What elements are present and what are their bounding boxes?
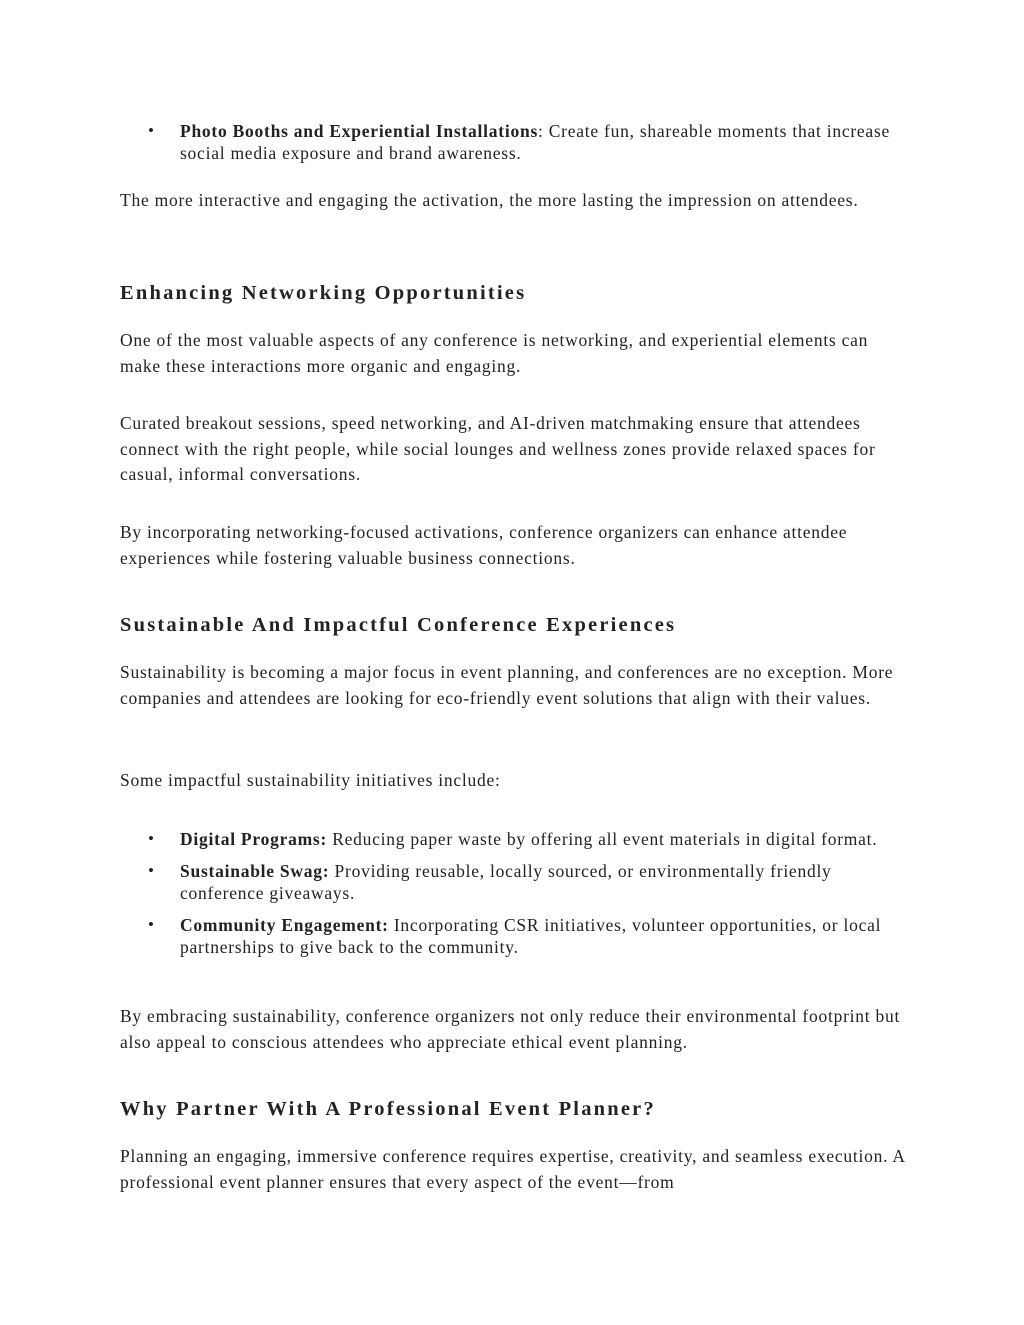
activation-paragraph-wrap (120, 188, 910, 214)
networking-p1-wrap (120, 328, 910, 379)
bullet-icon: • (148, 121, 155, 140)
list-item (120, 914, 910, 958)
networking-paragraph-1: One of the most valuable aspects of any conference is networking, and experiential elements can make these interactions more organic and engaging. (120, 330, 869, 376)
list-item (120, 860, 910, 904)
list-item-term: Community Engagement: (180, 915, 389, 935)
sustainable-paragraph-2: Some impactful sustainability initiatives include: (120, 770, 501, 790)
sustainable-heading-wrap (120, 612, 910, 638)
activation-paragraph: The more interactive and engaging the activation, the more lasting the impression on attendees. (120, 190, 859, 210)
list-item-term: Photo Booths and Experiential Installations (180, 121, 538, 141)
networking-heading-wrap (120, 280, 910, 306)
networking-heading: Enhancing Networking Opportunities (120, 282, 527, 304)
partner-heading-wrap (120, 1096, 910, 1122)
bullet-icon: • (148, 861, 155, 880)
sustainable-paragraph-1: Sustainability is becoming a major focus in event planning, and conferences are no exception. More companies and attendees are looking for eco-friendly event solutions that align with their values. (120, 662, 894, 708)
sustainable-p1-wrap (120, 660, 910, 711)
list-item-text: : Create fun, shareable moments that increase social media exposure and brand awareness. (180, 121, 891, 163)
sustainable-heading: Sustainable And Impactful Conference Experiences (120, 614, 677, 636)
partner-heading: Why Partner With A Professional Event Planner? (120, 1098, 656, 1120)
networking-p2-wrap (120, 411, 910, 488)
list-item (120, 828, 910, 850)
list-item-text: Incorporating CSR initiatives, volunteer opportunities, or local partnerships to give back to the community. (180, 915, 882, 957)
sustainable-p2-wrap (120, 768, 910, 794)
sustainability-list (120, 828, 910, 958)
list-item-text: Providing reusable, locally sourced, or environmentally friendly conference giveaways. (180, 861, 832, 903)
bullet-icon: • (148, 829, 155, 848)
list-item-term: Digital Programs: (180, 829, 328, 849)
partner-p1-wrap (120, 1144, 910, 1195)
networking-paragraph-2: Curated breakout sessions, speed networking, and AI-driven matchmaking ensure that attendees connect with the right people, while social lounges and wellness zones provide relaxed spaces for casual, informal conversations. (120, 413, 876, 484)
list-item (120, 120, 910, 164)
networking-paragraph-3: By incorporating networking-focused activations, conference organizers can enhance attendee experiences while fostering valuable business connections. (120, 522, 848, 568)
bullet-icon: • (148, 915, 155, 934)
sustainable-p3-wrap (120, 1004, 910, 1055)
photo-booths-list (120, 120, 910, 164)
partner-paragraph-1: Planning an engaging, immersive conference requires expertise, creativity, and seamless execution. A professional event planner ensures that every aspect of the event—from (120, 1146, 905, 1192)
list-item-term: Sustainable Swag: (180, 861, 330, 881)
sustainable-paragraph-3: By embracing sustainability, conference organizers not only reduce their environmental footprint but also appeal to conscious attendees who appreciate ethical event planning. (120, 1006, 901, 1052)
networking-p3-wrap (120, 520, 910, 571)
list-item-text: Reducing paper waste by offering all event materials in digital format. (327, 829, 878, 849)
